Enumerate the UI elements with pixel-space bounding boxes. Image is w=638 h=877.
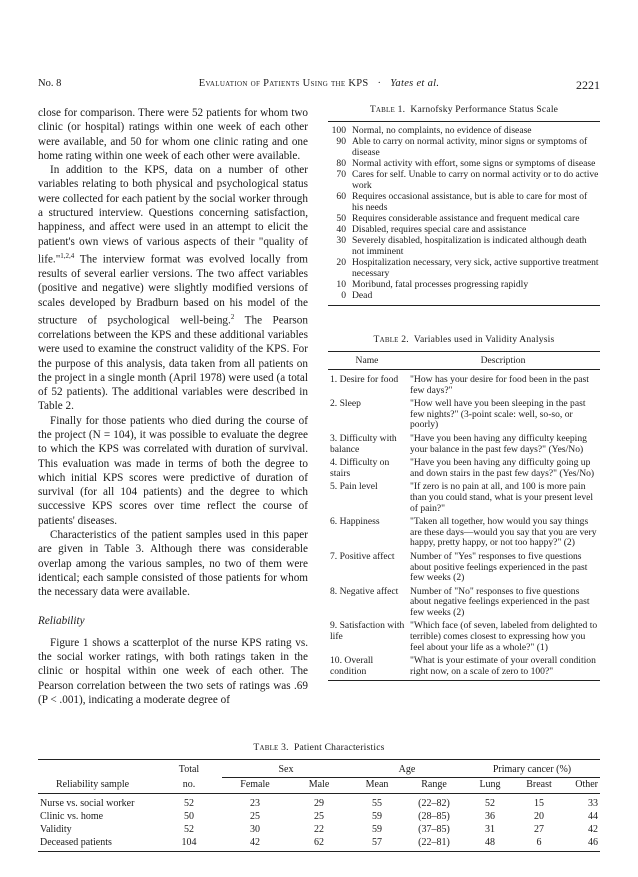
cell-other: 46 <box>562 836 600 852</box>
kps-row <box>328 213 600 224</box>
variable-description: Number of "No" responses to five questions about negative feelings experienced in the past few weeks (2) <box>410 585 590 618</box>
table-2 <box>328 334 600 681</box>
table-rule <box>328 305 600 306</box>
table-row <box>328 517 600 549</box>
cell-female: 42 <box>222 836 288 852</box>
table-2-caption <box>328 334 600 345</box>
variable-name: 4. Difficulty on stairs <box>330 457 390 479</box>
cell-male: 22 <box>314 824 324 835</box>
kps-row <box>328 290 600 301</box>
kps-score: 40 <box>336 224 346 235</box>
variable-description: "What is your estimate of your overall condition right now, on a scale of zero to 100?" <box>410 655 596 677</box>
kps-score: 80 <box>336 158 346 169</box>
kps-description: Moribund, fatal processes progressing rapidly <box>352 279 529 290</box>
article-short-title: Evaluation of Patients Using the KPS <box>198 78 369 89</box>
cell-breast: 6 <box>516 836 562 852</box>
paragraph-text: In addition to the KPS, data on a number of other variables relating to both physical and psychological status were collected for each patient by the social worker through a structured interview. Questions concerning satisfaction, happiness, and affect were used in an attempt to elicit the patient's own views of various aspects of their "quality of life." <box>38 164 308 266</box>
table-1-caption <box>328 104 600 115</box>
kps-row <box>328 125 600 136</box>
kps-score: 100 <box>331 125 346 136</box>
kps-description: Requires considerable assistance and frequent medical care <box>352 213 580 224</box>
left-column-text <box>38 106 308 707</box>
cell-male: 25 <box>314 811 324 822</box>
table-row <box>328 656 600 677</box>
kps-score: 60 <box>336 191 346 202</box>
table-row <box>38 836 600 852</box>
kps-score: 30 <box>336 235 346 246</box>
kps-description: Normal, no complaints, no evidence of disease <box>352 125 532 136</box>
cell-female: 25 <box>250 811 260 822</box>
table-title: Variables used in Validity Analysis <box>413 334 555 345</box>
variable-description: "Have you been having any difficulty keeping your balance in the past few days?" (Yes/No) <box>410 432 587 455</box>
column-header-name: Name <box>355 355 379 366</box>
kps-score: 0 <box>341 290 346 301</box>
table-3 <box>38 742 600 852</box>
cell-range: (28–85) <box>418 811 450 822</box>
kps-row <box>328 169 600 191</box>
variable-name: 1. Desire for food <box>330 374 399 385</box>
header-separator: · <box>377 78 382 89</box>
article-authors: Yates et al. <box>390 78 440 89</box>
table-row <box>38 810 600 823</box>
kps-description: Hospitalization necessary, very sick, active supportive treatment necessary <box>352 257 599 279</box>
cell-breast: 27 <box>534 824 544 835</box>
running-header <box>38 78 600 92</box>
table-label: Table 1. <box>369 104 406 115</box>
running-title <box>38 78 600 89</box>
sample-name: Deceased patients <box>38 836 156 852</box>
kps-score: 20 <box>336 257 346 268</box>
sample-name: Clinic vs. home <box>40 811 104 822</box>
cell-total: 104 <box>156 836 222 852</box>
variable-description: "Taken all together, how would you say things are these days—would you say that you are very happy, pretty happy, or not too happy?" (2) <box>410 516 597 549</box>
column-header-lung: Lung <box>464 778 516 794</box>
cell-other: 42 <box>588 824 598 835</box>
kps-score: 50 <box>336 213 346 224</box>
table-row <box>328 587 600 619</box>
column-header-breast: Breast <box>516 778 562 794</box>
cell-range: (37–85) <box>418 824 450 835</box>
table-title: Karnofsky Performance Status Scale <box>410 104 559 115</box>
paragraph: Finally for those patients who died during the course of the project (N = 104), it was possible to evaluate the degree to which the KPS was correlated with duration of survival. This evaluation was made in terms of both the degree to which initial KPS scores were predictive of duration of survival (for all 104 patients) and the degree to which successive KPS scores over time reflect the course of patients' diseases. <box>38 414 308 527</box>
variable-description: "Which face (of seven, labeled from delighted to terrible) comes closest to expressing how you feel about your life as a whole?" (1) <box>410 620 598 653</box>
cell-range: (22–81) <box>404 836 464 852</box>
kps-row <box>328 235 600 257</box>
kps-score: 10 <box>336 279 346 290</box>
table-row <box>328 458 600 479</box>
variable-name: 7. Positive affect <box>330 550 395 562</box>
citation: 2 <box>230 312 235 321</box>
table-header-row <box>38 760 600 778</box>
cell-mean: 57 <box>350 836 404 852</box>
sample-name: Nurse vs. social worker <box>40 798 135 809</box>
cell-mean: 59 <box>372 824 382 835</box>
cell-male: 29 <box>314 798 324 809</box>
variable-description: "Have you been having any difficulty going up and down stairs in the past few days?" (Yes/No) <box>410 457 595 479</box>
cell-other: 44 <box>588 811 598 822</box>
variable-name: 3. Difficulty with balance <box>330 432 397 455</box>
cell-male: 62 <box>288 836 350 852</box>
paragraph: Characteristics of the patient samples used in this paper are given in Table 3. Although there was considerable overlap among the various samples, no two of them were identical; each sample consisted of those patients for whom the necessary data were available. <box>38 529 308 599</box>
table-row <box>328 552 600 584</box>
variable-name: 10. Overall condition <box>330 655 374 677</box>
kps-row <box>328 279 600 290</box>
kps-description: Disabled, requires special care and assistance <box>352 224 527 235</box>
kps-description: Normal activity with effort, some signs or symptoms of disease <box>352 158 596 169</box>
variable-name: 5. Pain level <box>330 481 378 493</box>
variable-description: "If zero is no pain at all, and 100 is more pain than you could stand, what is your present level of pain?" <box>410 481 594 514</box>
table-1 <box>328 104 600 306</box>
column-header-sample: Reliability sample <box>38 778 156 794</box>
table-label: Table 2. <box>373 334 409 345</box>
kps-row <box>328 224 600 235</box>
table-3-caption <box>38 742 600 753</box>
paragraph <box>38 163 308 414</box>
kps-scale-list <box>328 122 600 305</box>
kps-score: 90 <box>336 136 346 147</box>
right-column-tables <box>328 104 600 681</box>
variable-name: 6. Happiness <box>330 516 380 528</box>
cell-lung: 52 <box>485 798 495 809</box>
table-row <box>328 621 600 653</box>
table-row <box>38 823 600 836</box>
table-2-header <box>328 352 600 370</box>
paragraph: Figure 1 shows a scatterplot of the nurse KPS rating vs. the social worker ratings, with both ratings taken in the clinic or hospital within one week of each other. The Pearson correlation between the two sets of ratings was .69 (P < .001), indicating a moderate degree of <box>38 636 308 707</box>
cell-mean: 55 <box>372 798 382 809</box>
table-header-row <box>38 778 600 794</box>
cell-total: 50 <box>184 811 194 822</box>
cell-breast: 15 <box>534 798 544 809</box>
paragraph: close for comparison. There were 52 patients for whom two clinic (or hospital) ratings within one week of each other were available, and 50 for whom one clinic rating and one home rating within one week of each other were available. <box>38 107 308 162</box>
kps-description: Cares for self. Unable to carry on normal activity or to do active work <box>352 169 599 191</box>
variable-name: 8. Negative affect <box>330 585 399 597</box>
kps-description: Dead <box>352 290 373 301</box>
sample-name: Validity <box>40 824 72 835</box>
column-header-other: Other <box>562 778 600 794</box>
table-row <box>328 399 600 431</box>
kps-row <box>328 158 600 169</box>
group-header-primary-cancer: Primary cancer (%) <box>464 760 600 778</box>
kps-description: Requires occasional assistance, but is able to care for most of his needs <box>352 191 588 213</box>
table-label: Table 3. <box>253 742 289 753</box>
table-row <box>38 794 600 811</box>
kps-description: Able to carry on normal activity, minor signs or symptoms of disease <box>352 136 588 158</box>
cell-total: 52 <box>184 824 194 835</box>
page-number: 2221 <box>576 78 600 92</box>
kps-description: Severely disabled, hospitalization is indicated although death not imminent <box>352 235 587 257</box>
cell-lung: 31 <box>485 824 495 835</box>
variable-name: 9. Satisfaction with life <box>330 620 405 643</box>
variable-description: Number of "Yes" responses to five questions about positive feelings experienced in the past few weeks (2) <box>410 550 588 584</box>
variable-name: 2. Sleep <box>330 398 361 410</box>
column-header-range: Range <box>404 778 464 794</box>
kps-row <box>328 136 600 158</box>
cell-lung: 36 <box>485 811 495 822</box>
column-header-female: Female <box>222 778 288 794</box>
patient-characteristics-table <box>38 760 600 852</box>
cell-lung: 48 <box>464 836 516 852</box>
group-header-sex: Sex <box>222 760 350 778</box>
column-header-mean: Mean <box>350 778 404 794</box>
table-2-body <box>328 370 600 680</box>
column-header-total-no: no. <box>156 778 222 794</box>
cell-female: 30 <box>250 824 260 835</box>
cell-female: 23 <box>250 798 260 809</box>
kps-score: 70 <box>336 169 346 180</box>
table-row <box>328 482 600 514</box>
paragraph-text: The Pearson correlations between the KPS and these additional variables were used to examine the construct validity of the KPS. For the purpose of this analysis, data taken from all patients on the project in a single month (April 1978) were used (a total of 52 patients). The additional variables were described in Table 2. <box>38 314 308 413</box>
column-header-male: Male <box>288 778 350 794</box>
column-header-total: Total <box>178 764 200 776</box>
cell-range: (22–82) <box>418 798 450 809</box>
cell-mean: 59 <box>372 811 382 822</box>
kps-row <box>328 257 600 279</box>
variable-description: "How has your desire for food been in the past few days?" <box>410 374 589 396</box>
cell-breast: 20 <box>534 811 544 822</box>
section-subheading: Reliability <box>38 614 85 627</box>
group-header-age: Age <box>350 760 464 778</box>
cell-other: 33 <box>588 798 598 809</box>
paragraph-text: The interview format was evolved locally from results of several earlier versions. The two affect variables (positive and negative) were slightly modified versions of scales developed by Bradburn based on his model of the structure of psychological well-being. <box>38 253 308 327</box>
table-row <box>328 434 600 455</box>
column-header-description: Description <box>480 355 526 366</box>
table-title: Patient Characteristics <box>293 742 385 753</box>
issue-number: No. 8 <box>38 78 62 89</box>
table-row <box>328 375 600 396</box>
kps-row <box>328 191 600 213</box>
variable-description: "How well have you been sleeping in the past few nights?" (3-point scale: well, so-so, or poorly) <box>410 398 586 431</box>
table-rule <box>328 680 600 681</box>
cell-total: 52 <box>184 798 194 809</box>
citation: 1,2,4 <box>60 251 75 260</box>
